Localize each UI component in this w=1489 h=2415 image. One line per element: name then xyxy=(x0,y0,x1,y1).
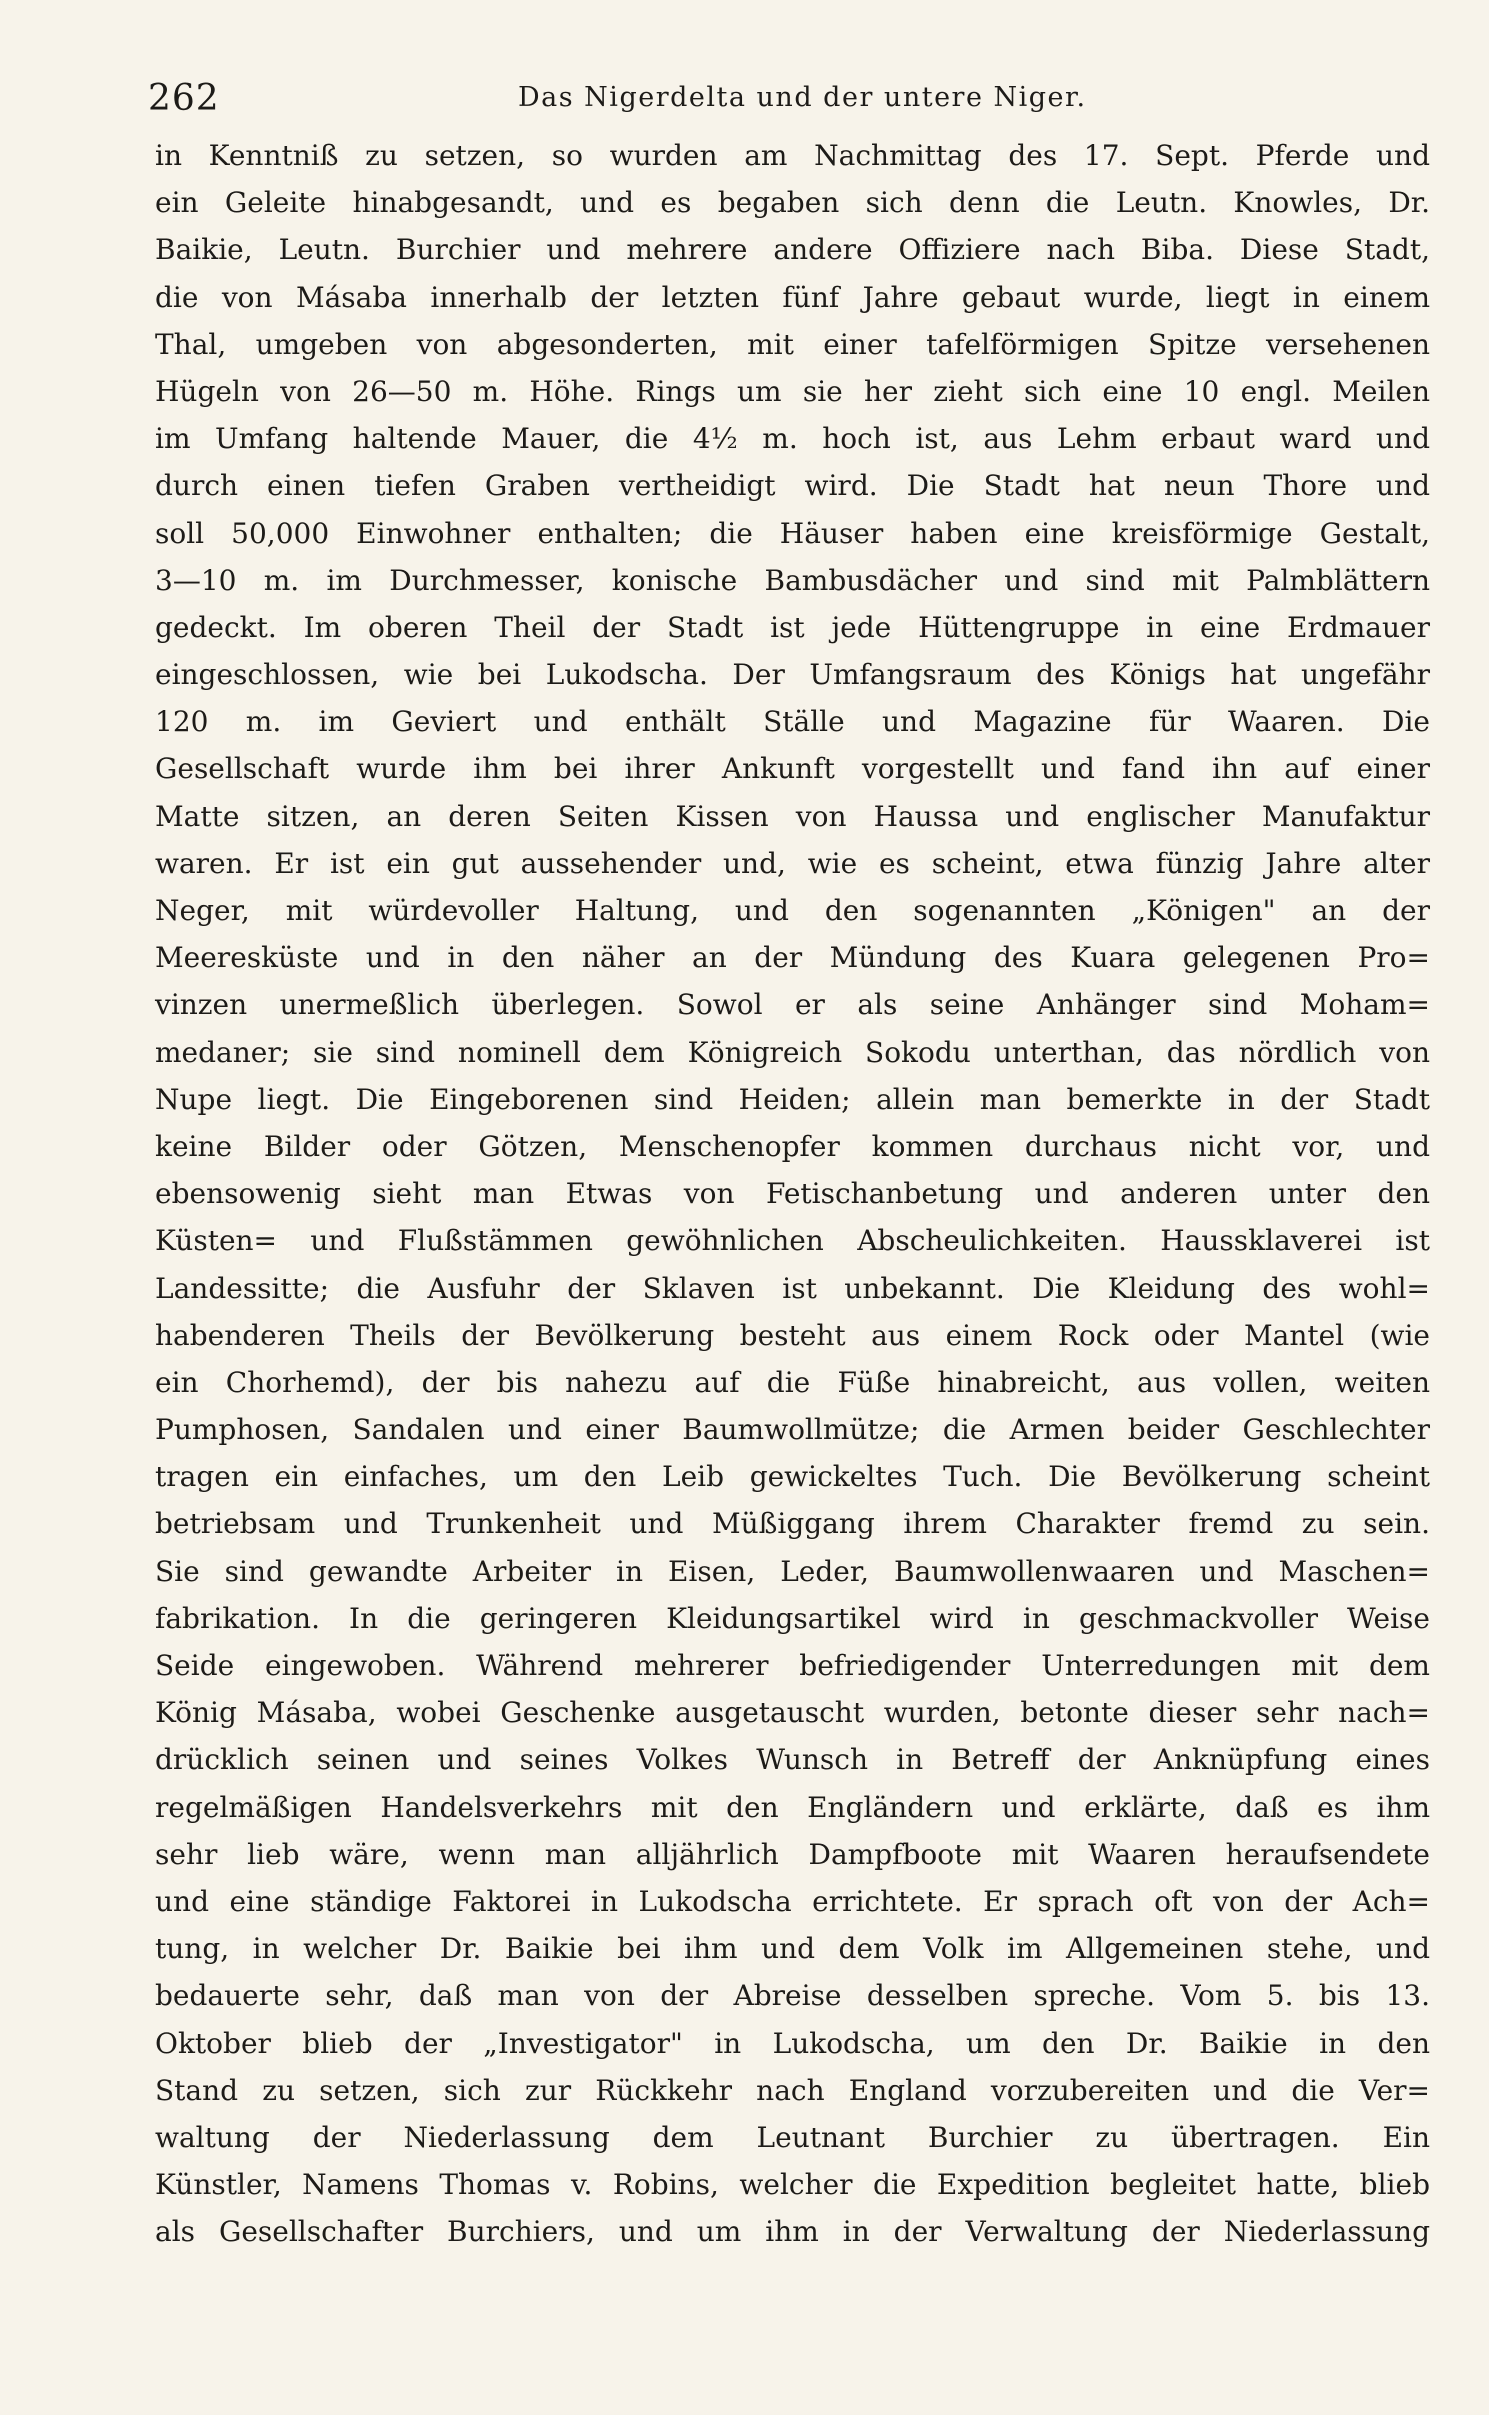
text-line: betriebsam und Trunkenheit und Müßiggang ihrem Charakter fremd zu sein. xyxy=(155,1507,1430,1541)
text-line: in Kenntniß zu setzen, so wurden am Nachmittag des 17. Sept. Pferde und xyxy=(155,139,1430,172)
text-line: 3—10 m. im Durchmesser, konische Bambusdächer und sind mit Palmblättern xyxy=(155,563,1430,597)
text-line: bedauerte sehr, daß man von der Abreise desselben spreche. Vom 5. bis 13. xyxy=(155,1979,1430,2013)
text-line: Oktober blieb der „Investigator" in Lukodscha, um den Dr. Baikie in den xyxy=(155,2026,1430,2060)
text-line: drücklich seinen und seines Volkes Wunsch in Betreff der Anknüpfung eines xyxy=(155,1743,1430,1777)
text-line: Küsten= und Flußstämmen gewöhnlichen Abscheulichkeiten. Haussklaverei ist xyxy=(155,1224,1430,1258)
text-line: die von Másaba innerhalb der letzten fünf Jahre gebaut wurde, liegt in einem xyxy=(155,280,1430,314)
text-line: Sie sind gewandte Arbeiter in Eisen, Leder, Baumwollenwaaren und Maschen= xyxy=(155,1554,1430,1588)
text-line: gedeckt. Im oberen Theil der Stadt ist jede Hüttengruppe in eine Erdmauer xyxy=(155,610,1430,644)
text-line: Matte sitzen, an deren Seiten Kissen von Haussa und englischer Manufaktur xyxy=(155,799,1430,833)
text-line: Baikie, Leutn. Burchier und mehrere andere Offiziere nach Biba. Diese Stadt, xyxy=(155,233,1430,267)
text-line: waltung der Niederlassung dem Leutnant Burchier zu übertragen. Ein xyxy=(155,2120,1430,2154)
text-line: 120 m. im Geviert und enthält Ställe und Magazine für Waaren. Die xyxy=(155,705,1430,739)
text-line: und eine ständige Faktorei in Lukodscha errichtete. Er sprach oft von der Ach= xyxy=(155,1884,1430,1918)
text-line: Landessitte; die Ausfuhr der Sklaven ist unbekannt. Die Kleidung des wohl= xyxy=(155,1271,1430,1305)
text-line: keine Bilder oder Götzen, Menschenopfer kommen durchaus nicht vor, und xyxy=(155,1129,1430,1163)
running-title: Das Nigerdelta und der untere Niger. xyxy=(518,82,1087,113)
text-line: als Gesellschafter Burchiers, und um ihm in der Verwaltung der Niederlassung xyxy=(155,2215,1430,2249)
text-line: Meeresküste und in den näher an der Mündung des Kuara gelegenen Pro= xyxy=(155,941,1430,975)
text-line: Nupe liegt. Die Eingeborenen sind Heiden; allein man bemerkte in der Stadt xyxy=(155,1082,1430,1116)
text-line: waren. Er ist ein gut aussehender und, wie es scheint, etwa fünzig Jahre alter xyxy=(155,846,1430,880)
text-line: Seide eingewoben. Während mehrerer befriedigender Unterredungen mit dem xyxy=(155,1649,1430,1682)
text-line: Künstler, Namens Thomas v. Robins, welcher die Expedition begleitet hatte, blieb xyxy=(155,2168,1430,2202)
text-line: König Másaba, wobei Geschenke ausgetauscht wurden, betonte dieser sehr nach= xyxy=(155,1696,1430,1730)
text-line: ebensowenig sieht man Etwas von Fetischanbetung und anderen unter den xyxy=(155,1177,1430,1211)
text-line: tragen ein einfaches, um den Leib gewickeltes Tuch. Die Bevölkerung scheint xyxy=(155,1460,1430,1494)
text-line: soll 50,000 Einwohner enthalten; die Häuser haben eine kreisförmige Gestalt, xyxy=(155,516,1430,550)
text-line: im Umfang haltende Mauer, die 4½ m. hoch ist, aus Lehm erbaut ward und xyxy=(155,422,1430,456)
body-text xyxy=(155,132,1430,2255)
text-line: Hügeln von 26—50 m. Höhe. Rings um sie her zieht sich eine 10 engl. Meilen xyxy=(155,374,1430,408)
text-line: Thal, umgeben von abgesonderten, mit einer tafelförmigen Spitze versehenen xyxy=(155,327,1430,361)
page-header xyxy=(148,72,1428,128)
text-line: vinzen unermeßlich überlegen. Sowol er als seine Anhänger sind Moham= xyxy=(155,988,1430,1022)
text-line: ein Chorhemd), der bis nahezu auf die Füße hinabreicht, aus vollen, weiten xyxy=(155,1365,1430,1399)
text-line: medaner; sie sind nominell dem Königreich Sokodu unterthan, das nördlich von xyxy=(155,1035,1430,1069)
text-line: habenderen Theils der Bevölkerung besteht aus einem Rock oder Mantel (wie xyxy=(155,1318,1430,1352)
text-line: regelmäßigen Handelsverkehrs mit den Engländern und erklärte, daß es ihm xyxy=(155,1790,1430,1824)
text-line: Gesellschaft wurde ihm bei ihrer Ankunft vorgestellt und fand ihn auf einer xyxy=(155,752,1430,786)
text-line: eingeschlossen, wie bei Lukodscha. Der Umfangsraum des Königs hat ungefähr xyxy=(155,658,1430,692)
text-line: fabrikation. In die geringeren Kleidungsartikel wird in geschmackvoller Weise xyxy=(155,1601,1430,1635)
text-line: Stand zu setzen, sich zur Rückkehr nach England vorzubereiten und die Ver= xyxy=(155,2073,1430,2107)
text-line: ein Geleite hinabgesandt, und es begaben sich denn die Leutn. Knowles, Dr. xyxy=(155,186,1430,220)
text-line: tung, in welcher Dr. Baikie bei ihm und dem Volk im Allgemeinen stehe, und xyxy=(155,1932,1430,1966)
text-line: durch einen tiefen Graben vertheidigt wird. Die Stadt hat neun Thore und xyxy=(155,469,1430,503)
text-line: Neger, mit würdevoller Haltung, und den sogenannten „Königen" an der xyxy=(155,894,1430,927)
text-line: sehr lieb wäre, wenn man alljährlich Dampfboote mit Waaren heraufsendete xyxy=(155,1837,1430,1871)
page-number: 262 xyxy=(148,78,220,119)
text-line: Pumphosen, Sandalen und einer Baumwollmütze; die Armen beider Geschlechter xyxy=(155,1413,1430,1447)
